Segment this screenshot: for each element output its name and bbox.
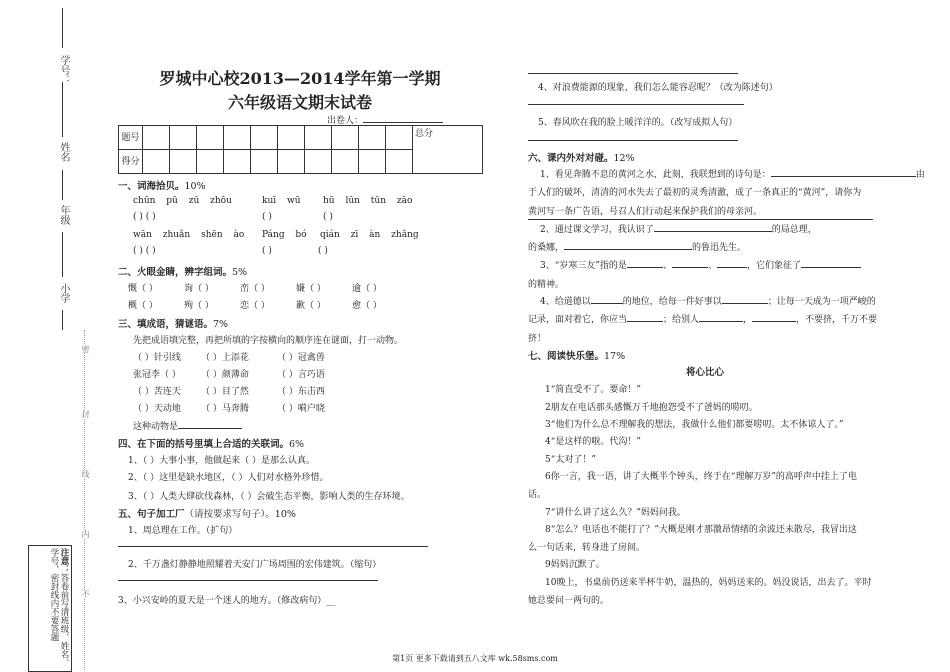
s6-item4-end: 挤！ [528, 334, 547, 344]
s6-item1-line2: 于人们的破坏，清清的河水失去了最初的灵秀清澈，成了一条真正的“黄河”，请你为 [528, 188, 862, 198]
passage-line-10: 么一句话来，转身进了房间。 [528, 543, 646, 553]
score-cell[interactable] [224, 126, 251, 150]
score-table-total[interactable]: 总分 [413, 126, 483, 174]
sentence-item-3: 3、小兴安岭的夏天是一个迷人的地方。（修改病句）__ [118, 596, 336, 606]
poem-blank[interactable] [771, 176, 916, 177]
section-7-title: 七、阅读快乐堡。17% [528, 351, 626, 362]
s6-item2-line2: 的桑娜， 的鲁迅先生。 [528, 243, 747, 253]
idiom-row-3: （ ）苦连天 （ ）目了然 （ ）东击西 [133, 387, 325, 397]
friend-blank-1[interactable] [627, 267, 663, 268]
margin-line-top [62, 8, 63, 48]
blank-row-1a[interactable]: ( ) ( ) [133, 212, 156, 222]
should-blank[interactable] [627, 321, 663, 322]
passage-line-6: 6你一言，我一语，讲了大概半个钟头，终于在“理解万岁”的高呼声中挂上了电 [545, 472, 857, 482]
score-cell[interactable] [332, 150, 359, 174]
setter-label: 出卷人： [327, 113, 443, 126]
score-table [118, 125, 483, 174]
conjunction-item-1: 1、（ ）大事小事，他做起来（ ）是那么认真。 [128, 456, 315, 466]
margin-line-3 [62, 232, 63, 277]
sentence-item-1: 1、周总理在工作。（扩句） [128, 526, 238, 536]
score-cell[interactable] [170, 150, 197, 174]
char-row-1: 慨（ ） 询（ ） 峦（ ） 嫌（ ） 逾（ ） [128, 284, 382, 294]
score-cell[interactable] [197, 150, 224, 174]
s6-item3: 3、“岁寒三友”指的是 、 、 ，它们象征了 [540, 258, 861, 271]
passage-line-2: 2朋友在电话那头感慨万千地抱怨受不了爸妈的唠叨。 [545, 403, 758, 413]
slogan-line[interactable] [528, 219, 873, 220]
passage-line-11: 9妈妈沉默了。 [545, 560, 605, 570]
seal-char-4: 内 [81, 530, 90, 538]
score-cell[interactable] [386, 126, 413, 150]
blank-row-2b[interactable]: ( ) [262, 246, 272, 256]
s6-item4-line2: 记录，面对着它，你应当 ；给别人 ， ，不要挤，千万不要 [528, 315, 878, 325]
score-cell[interactable] [386, 150, 413, 174]
others-blank-2[interactable] [752, 321, 796, 322]
s6-item4-line1: 4、给道德以 的地位，给每一件好事以 ；让每一天成为一项严峻的 [540, 297, 876, 307]
riddle-answer-blank[interactable] [178, 428, 242, 429]
idiom-row-2: 张冠李（ ） （ ）颜薄命 （ ）言巧语 [133, 370, 325, 380]
sentence-item-2: 2、千万盏灯静静地照耀着天安门广场周围的宏伟建筑。（缩句） [128, 560, 382, 570]
score-cell[interactable] [170, 126, 197, 150]
conjunction-item-3: 3、（ ）人类大肆砍伐森林，（ ）会破生态平衡，影响人类的生存环境。 [128, 492, 410, 502]
score-cell[interactable] [359, 150, 386, 174]
pinyin-2b: Páng bó [262, 230, 307, 240]
blank-row-2c[interactable]: ( ) [318, 246, 328, 256]
sentence-item-5: 5、春风吹在我的脸上暖洋洋的。（改写成拟人句） [538, 118, 738, 128]
score-cell[interactable] [251, 126, 278, 150]
seal-char-2: 封 [81, 410, 90, 418]
passage-line-12: 10晚上，书桌前仍送来半杯牛奶，温热的，妈妈送来的。妈没说话，出去了。平时 [545, 578, 872, 588]
passage-line-7: 话。 [528, 490, 547, 500]
pinyin-1b: kuī wū [262, 196, 301, 206]
score-cell[interactable] [359, 126, 386, 150]
pinyin-2c: qián zī àn zhǎng [320, 230, 419, 240]
idiom-row-4: （ ）天动地 （ ）马奔腾 （ ）嗬户晓 [133, 404, 325, 414]
margin-line-2 [62, 170, 63, 200]
notice-text: 答卷前写清班级、姓名、学号，密封线内不要答题 [49, 548, 69, 667]
student-id-label: 学号： [58, 55, 69, 85]
score-cell[interactable] [332, 126, 359, 150]
page-footer: 第1页 更多下载请到五八文库 wk.58sms.com [392, 654, 558, 663]
section-2-title: 二、火眼金睛，辨字组词。5% [118, 267, 248, 278]
score-cell[interactable] [305, 126, 332, 150]
section-3-title: 三、填成语，猜谜语。7% [118, 319, 229, 330]
exam-title-line2: 六年级语文期末试卷 [227, 93, 372, 112]
passage-line-9: 8“怎么？电话也不能打了？”大概是刚才那激昂情绪的余波还未散尽，我冒出这 [545, 525, 857, 535]
score-cell[interactable] [278, 150, 305, 174]
idiom-row-1: （ ）针引线 （ ）上添花 （ ）冠禽兽 [133, 353, 325, 363]
blank-row-1b[interactable]: ( ) [262, 212, 272, 222]
exam-title-line1: 罗城中心校2013—2014学年第一学期 [159, 69, 441, 88]
s6-item1-line3: 黄河写一条广告语，号召人们行动起来保护我们的母亲河。 [528, 207, 763, 217]
score-cell[interactable] [305, 150, 332, 174]
section-4-title: 四、在下面的括号里填上合适的关联词。6% [118, 439, 305, 450]
friend-blank-3[interactable] [717, 267, 747, 268]
others-blank-1[interactable] [699, 321, 743, 322]
score-cell[interactable] [197, 126, 224, 150]
score-cell[interactable] [143, 150, 170, 174]
passage-line-13: 她总要问一两句的。 [528, 596, 610, 606]
score-table-row2-label: 得分 [119, 150, 143, 174]
seal-dotted-line [84, 330, 85, 670]
passage-line-3: 3“他们为什么总不理解我的想法，我做什么他们都要唠叨。太不体谅人了。” [545, 420, 844, 430]
grade-label: 年级 [58, 205, 69, 225]
margin-line-4 [62, 310, 63, 330]
passage-line-5: 5“太对了！” [545, 455, 596, 465]
blank-row-2a[interactable]: ( ) ( ) [133, 246, 156, 256]
sentence-item-4: 4、对浪费能源的现象，我们怎么能容忍呢？（改为陈述句） [538, 83, 778, 93]
section-6-title: 六、课内外对对碰。12% [528, 153, 635, 164]
score-cell[interactable] [143, 126, 170, 150]
friend-blank-2[interactable] [672, 267, 708, 268]
sangna-blank[interactable] [564, 249, 692, 250]
status-blank[interactable] [591, 303, 623, 304]
name-label: 姓名 [58, 142, 69, 162]
pinyin-1c: hū lūn tūn zāo [323, 196, 413, 206]
section-1-title: 一、词海拾贝。10% [118, 181, 206, 192]
score-table-row1-label: 题号 [119, 126, 143, 150]
seal-char-1: 密 [81, 345, 90, 353]
char-row-2: 概（ ） 殉（ ） 恋（ ） 歉（ ） 愈（ ） [128, 301, 382, 311]
section-3-intro: 先把成语填完整，再把所填的字按横向的顺序连在谜面，打一动物。 [133, 336, 404, 346]
margin-line-1 [62, 82, 63, 137]
passage-line-1: 1“简直受不了。要命！” [545, 385, 641, 395]
spirit-blank[interactable] [801, 267, 861, 268]
s6-item2-line1: 2、通过课文学习，我认识了 的局总理， [540, 225, 817, 235]
s6-item3-end: 的精神。 [528, 280, 565, 290]
premier-blank[interactable] [654, 231, 772, 232]
riddle-answer: 这种动物是 [133, 419, 242, 432]
answer-line-4[interactable] [528, 104, 744, 105]
conjunction-item-2: 2、（ ）这里是缺水地区，（ ）人们对水格外珍惜。 [128, 473, 329, 483]
blank-row-1c[interactable]: ( ) [323, 212, 333, 222]
s6-item1-line1: 1、看见奔腾不息的黄河之水，此刻，我联想到的诗句是： 由 [540, 170, 925, 180]
seal-char-3: 线 [81, 470, 90, 478]
score-cell[interactable] [278, 126, 305, 150]
passage-title: 将心比心 [685, 367, 724, 378]
setter-blank[interactable] [363, 122, 443, 123]
passage-line-4: 4“是这样的啦。代沟！” [545, 437, 641, 447]
school-label: 小学 [58, 283, 69, 303]
notice-title: 注意： [59, 548, 69, 574]
pinyin-1a: chūn pū zū zhōu [133, 196, 232, 206]
answer-line-5[interactable] [528, 140, 738, 141]
passage-line-8: 7“讲什么讲了这么久？”妈妈问我。 [545, 508, 686, 518]
pinyin-2a: wān zhuǎn shēn ào [133, 230, 245, 240]
good-deed-blank[interactable] [722, 303, 768, 304]
answer-line-3[interactable] [528, 73, 738, 74]
score-cell[interactable] [224, 150, 251, 174]
section-5-title: 五、句子加工厂（请按要求写句子）。10% [118, 509, 296, 520]
answer-line-2[interactable] [118, 580, 378, 581]
answer-line-1[interactable] [118, 546, 428, 547]
score-cell[interactable] [251, 150, 278, 174]
seal-char-5: 不 [81, 590, 90, 598]
